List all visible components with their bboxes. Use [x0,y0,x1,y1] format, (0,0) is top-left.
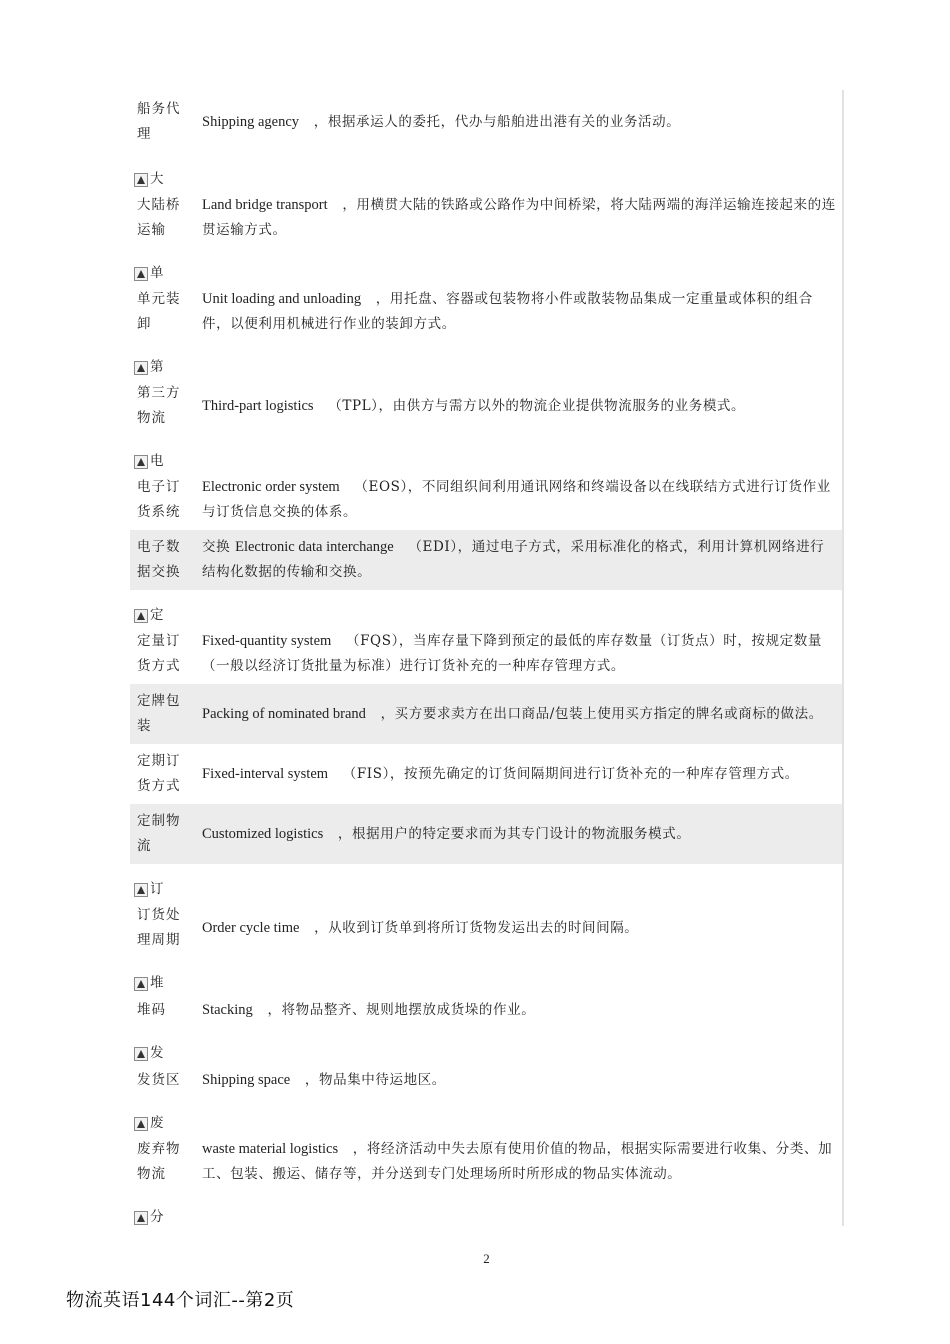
glossary-row [130,684,842,744]
section-letter: 大 [150,171,164,187]
definition-text: ，根据承运人的委托，代办与船舶进出港有关的业务活动。 [313,113,681,130]
term-english: Unit loading and unloading [202,291,362,307]
section-marker [130,590,842,624]
section-letter: 分 [150,1209,164,1225]
term-definition [189,916,842,941]
section-letter: 发 [150,1045,164,1061]
term-definition [189,629,842,679]
glossary-row [130,992,842,1028]
term-definition [189,110,842,135]
glossary-row [130,90,842,154]
term-english: Order cycle time [202,919,300,936]
section-letter: 电 [150,453,164,469]
term-english: Electronic order system [202,479,340,495]
page-number: 2 [483,1251,490,1266]
document-title: 物流英语144个词汇--第2页 [66,1290,295,1311]
section-marker [130,958,842,992]
glossary-row [130,1062,842,1098]
section-marker [130,1098,842,1132]
term-chinese: 大陆桥运输 [137,197,181,238]
glossary-row [130,530,842,590]
term-chinese: 发货区 [137,1071,181,1088]
term-chinese: 定期订货方式 [137,753,181,794]
glossary-row [130,282,842,342]
back-to-top-icon[interactable] [134,977,148,991]
term-definition [189,535,842,585]
definition-text: ，从收到订货单到将所订货物发运出去的时间间隔。 [314,919,639,936]
term-chinese: 电子订货系统 [137,479,181,520]
term-english: waste material logistics [202,1141,339,1157]
back-to-top-icon[interactable] [134,455,148,469]
section-marker [130,1028,842,1062]
definition-text: ，将物品整齐、规则地摆放成货垛的作业。 [267,1001,536,1018]
term-chinese: 订货处理周期 [137,907,181,948]
definition-text: （EOS），不同组织间利用通讯网络和终端设备以在线联结方式进行订货作业与订货信息交换的体系。 [202,479,831,520]
term-definition [189,998,842,1023]
section-marker [130,436,842,470]
definition-text: ，物品集中待运地区。 [304,1071,446,1088]
section-letter: 第 [150,359,164,375]
glossary-table [130,90,844,1226]
term-english: Land bridge transport [202,197,328,213]
definition-text: （EDI），通过电子方式，采用标准化的格式，利用计算机网络进行结构化数据的传输和交换。 [202,539,825,580]
term-english: Packing of nominated brand [202,705,366,722]
term-chinese: 单元装卸 [137,291,181,332]
glossary-row [130,624,842,684]
glossary-row [130,744,842,804]
definition-text: ，买方要求卖方在出口商品/包装上使用买方指定的牌名或商标的做法。 [380,705,823,722]
term-chinese: 定制物流 [137,813,181,854]
term-chinese: 废弃物物流 [137,1141,181,1182]
term-chinese: 定量订货方式 [137,633,181,674]
definition-prefix: 交换 [202,539,231,555]
term-chinese: 堆码 [137,1001,166,1018]
section-marker [130,248,842,282]
term-english: Shipping space [202,1071,291,1088]
term-definition [189,287,842,337]
back-to-top-icon[interactable] [134,609,148,623]
section-letter: 定 [150,607,164,623]
back-to-top-icon[interactable] [134,883,148,897]
term-english: Stacking [202,1001,253,1018]
term-definition [189,762,842,787]
section-letter: 单 [150,265,164,281]
glossary-row [130,376,842,436]
term-definition [189,702,842,727]
back-to-top-icon[interactable] [134,1211,148,1225]
section-marker [130,342,842,376]
back-to-top-icon[interactable] [134,267,148,281]
back-to-top-icon[interactable] [134,1047,148,1061]
back-to-top-icon[interactable] [134,1117,148,1131]
definition-text: （TPL），由供方与需方以外的物流企业提供物流服务的业务模式。 [328,397,746,414]
term-english: Third-part logistics [202,397,314,414]
definition-text: （FIS），按预先确定的订货间隔期间进行订货补充的一种库存管理方式。 [342,765,799,782]
term-chinese: 定牌包装 [137,693,181,734]
definition-text: （FQS），当库存量下降到预定的最低的库存数量（订货点）时，按规定数量（一般以经济订货批量为标准）进行订货补充的一种库存管理方式。 [202,633,822,674]
glossary-row [130,804,842,864]
term-definition [189,193,842,243]
back-to-top-icon[interactable] [134,361,148,375]
section-marker [130,864,842,898]
term-english: Fixed-quantity system [202,633,332,649]
term-chinese: 船务代理 [137,101,181,142]
section-letter: 废 [150,1115,164,1131]
term-english: Customized logistics [202,825,324,842]
term-chinese: 第三方物流 [137,385,181,426]
term-chinese: 电子数据交换 [137,539,181,580]
glossary-row [130,188,842,248]
section-marker [130,1192,842,1226]
term-definition [189,822,842,847]
section-letter: 堆 [150,975,164,991]
term-english: Electronic data interchange [235,539,394,555]
glossary-row [130,470,842,530]
glossary-row [130,1132,842,1192]
term-definition [189,475,842,525]
glossary-row [130,898,842,958]
term-definition [189,1137,842,1187]
definition-text: ，用横贯大陆的铁路或公路作为中间桥梁，将大陆两端的海洋运输连接起来的连贯运输方式。 [202,197,836,238]
section-marker [130,154,842,188]
definition-text: ，将经济活动中失去原有使用价值的物品，根据实际需要进行收集、分类、加工、包装、搬运、储存等，并分送到专门处理场所时所形成的物品实体流动。 [202,1141,833,1182]
definition-text: ，根据用户的特定要求而为其专门设计的物流服务模式。 [337,825,691,842]
term-english: Fixed-interval system [202,765,329,782]
term-definition [189,394,842,419]
back-to-top-icon[interactable] [134,173,148,187]
term-definition [189,1068,842,1093]
term-english: Shipping agency [202,113,300,130]
section-letter: 订 [150,881,164,897]
definition-text: ，用托盘、容器或包装物将小件或散装物品集成一定重量或体积的组合件，以便利用机械进行作业的装卸方式。 [202,291,813,332]
